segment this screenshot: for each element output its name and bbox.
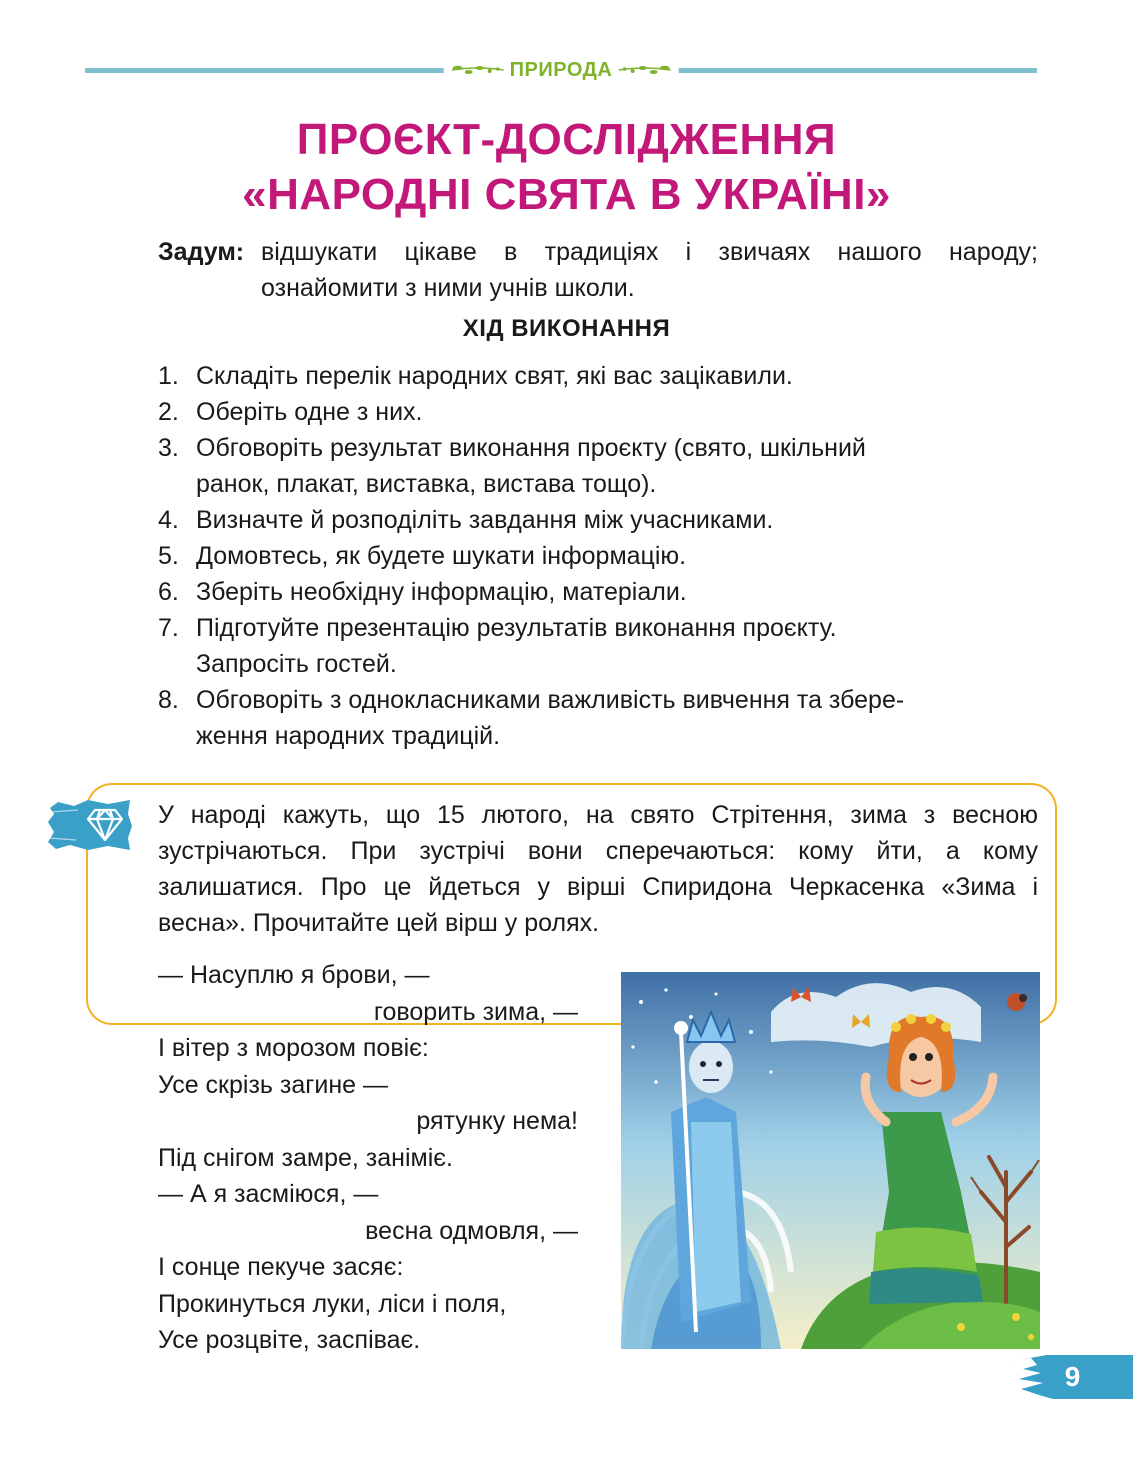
step-number: 4.	[158, 506, 179, 534]
list-item	[158, 682, 1038, 754]
step-text-continued: ження народних традицій.	[196, 722, 501, 750]
step-text: Складіть перелік народних свят, які вас зацікавили.	[196, 362, 793, 390]
list-item	[158, 394, 1038, 430]
steps-heading: ХІД ВИКОНАННЯ	[462, 315, 671, 342]
title-line-2: «НАРОДНІ СВЯТА В УКРАЇНІ»	[242, 170, 891, 219]
list-item	[158, 610, 1038, 682]
step-number: 3.	[158, 434, 179, 462]
section-header	[85, 58, 1037, 82]
list-item	[158, 502, 1038, 538]
step-number: 6.	[158, 578, 179, 606]
page-title	[0, 112, 1133, 222]
step-number: 2.	[158, 398, 179, 426]
winter-spring-illustration	[621, 972, 1040, 1349]
section-name: ПРИРОДА	[509, 58, 613, 81]
poem-line: І вітер з морозом повіє:	[158, 1034, 429, 1062]
title-line-1: ПРОЄКТ-ДОСЛІДЖЕННЯ	[296, 115, 837, 164]
step-text: Оберіть одне з них.	[196, 398, 423, 426]
steps-list	[158, 358, 1038, 754]
poem-line: весна одмовля, —	[365, 1216, 578, 1245]
poem-line: — А я засміюся, —	[158, 1180, 379, 1208]
list-item	[158, 538, 1038, 574]
poem-line: говорить зима, —	[373, 997, 578, 1026]
header-center	[444, 58, 679, 82]
list-item	[158, 430, 1038, 502]
step-text: Домовтесь, як будете шукати інформацію.	[196, 542, 687, 570]
poem-line: рятунку нема!	[416, 1107, 578, 1135]
intro-paragraph: У народі кажуть, що 15 лютого, на свято Стрітення, зима з весною зустрічаються. При зустрічі вони сперечаються: кому йти, а кому залишатися. Про це йдеться у вірші Спиридона Черкасенка «Зима і весна». Прочитайте цей вірш у ролях.	[158, 801, 1038, 937]
step-text: Визначте й розподіліть завдання між учасниками.	[196, 506, 774, 534]
poem	[158, 957, 578, 1359]
step-number: 5.	[158, 542, 179, 570]
poem-line: І сонце пекуче засяє:	[158, 1253, 404, 1281]
leaf-ornament-right-icon	[618, 63, 670, 77]
step-number: 8.	[158, 686, 179, 714]
poem-line: — Насуплю я брови, —	[158, 961, 430, 989]
goal-text: відшукати цікаве в традиціях і звичаях нашого народу; ознайомити з ними учнів школи.	[261, 238, 1038, 302]
step-text-continued: ранок, плакат, виставка, вистава тощо).	[196, 470, 657, 498]
project-goal	[158, 234, 1038, 306]
diamond-icon	[48, 798, 132, 852]
list-item	[158, 358, 1038, 394]
poem-line: Прокинуться луки, ліси і поля,	[158, 1289, 507, 1318]
step-number: 7.	[158, 614, 179, 642]
goal-label: Задум:	[158, 238, 245, 266]
poem-line: Усе розцвіте, заспіває.	[158, 1326, 421, 1354]
page-number: 9	[1064, 1361, 1081, 1392]
step-text: Обговоріть результат виконання проєкту (свято, шкільний	[196, 434, 866, 462]
leaf-ornament-left-icon	[452, 63, 504, 77]
step-text-continued: Запросіть гостей.	[196, 650, 397, 678]
step-text: Обговоріть з однокласниками важливість вивчення та збере-	[196, 686, 905, 714]
poem-line: Під снігом замре, заніміє.	[158, 1143, 453, 1172]
list-item	[158, 574, 1038, 610]
step-text: Підготуйте презентацію результатів виконання проєкту.	[196, 614, 837, 642]
poem-line: Усе скрізь загине —	[158, 1070, 388, 1099]
step-number: 1.	[158, 362, 179, 390]
step-text: Зберіть необхідну інформацію, матеріали.	[196, 578, 687, 606]
